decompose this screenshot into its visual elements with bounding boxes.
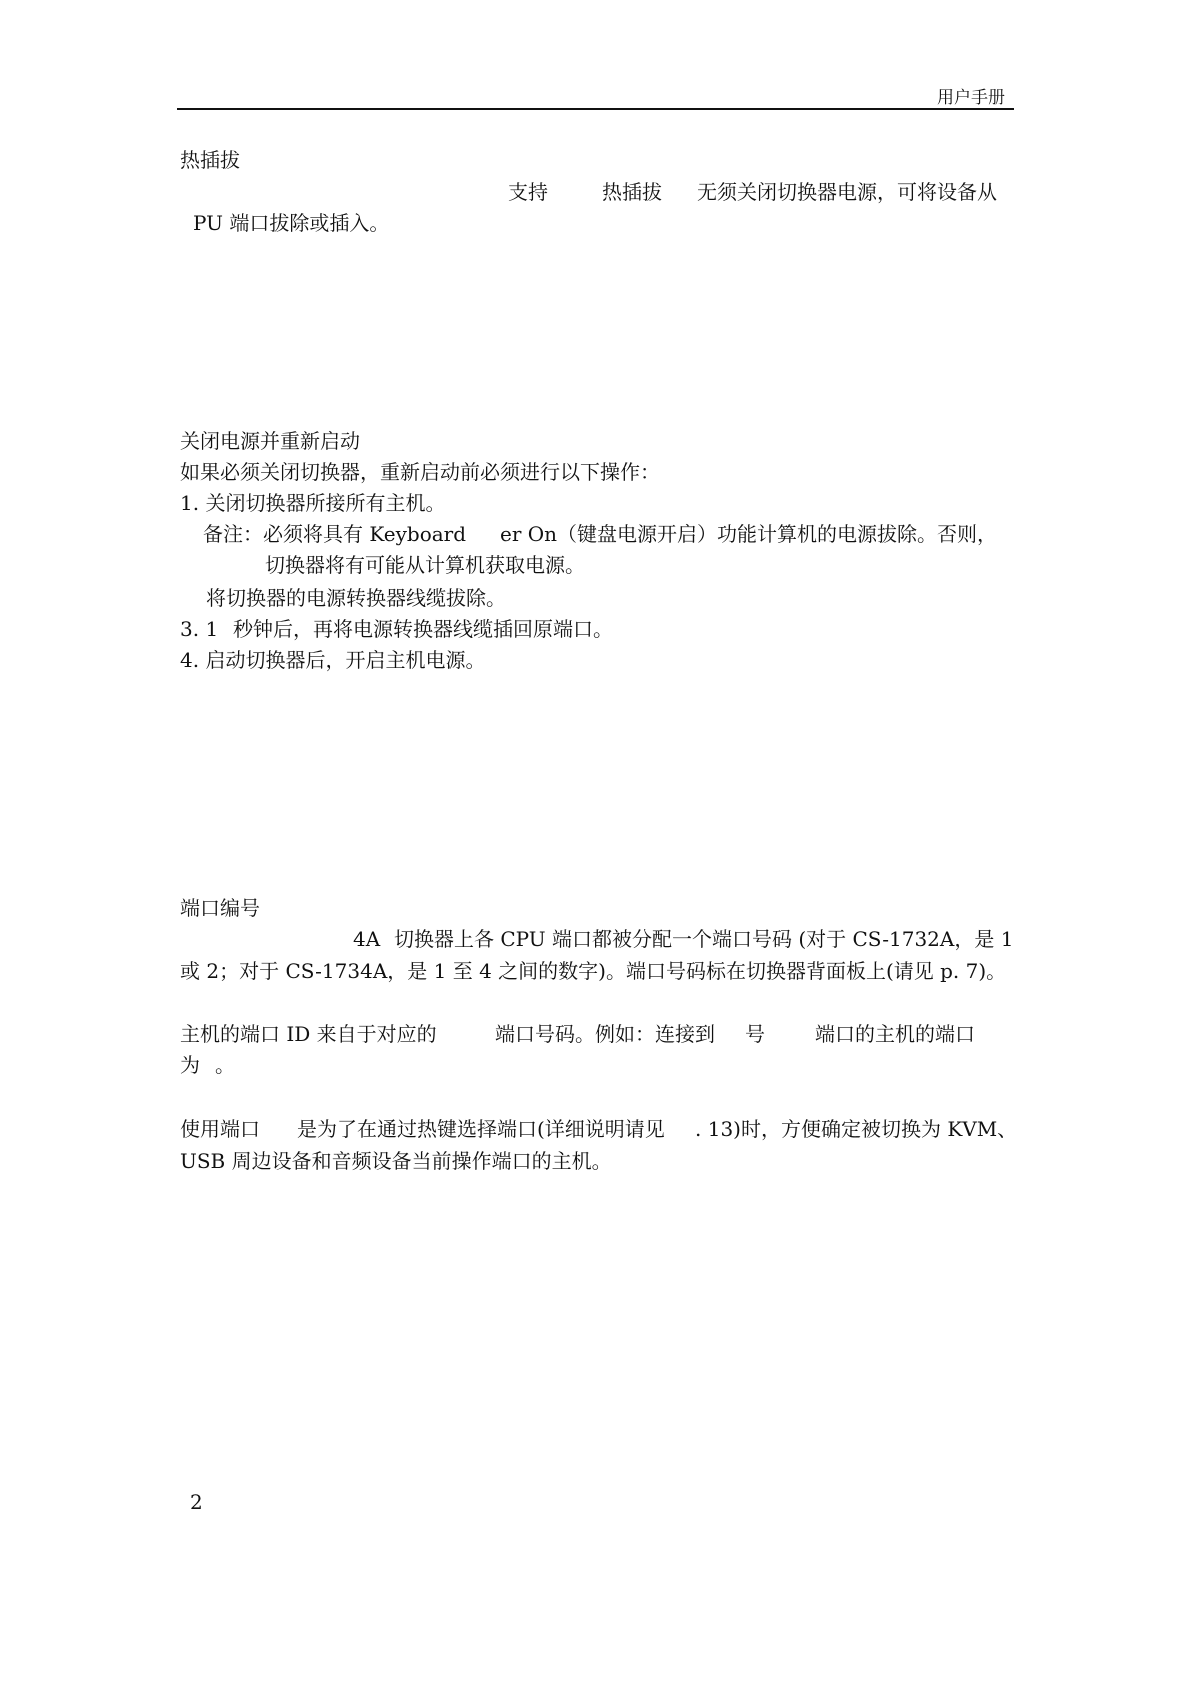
- portid-p1-b: 切换器上各 CPU 端口都被分配一个端口号码 (对于 CS-1732A，是 1: [394, 927, 1014, 951]
- portid-p3-c: . 13)时，方便确定被切换为 KVM、: [695, 1117, 1018, 1141]
- hotplug-line1-c: 无须关闭切换器电源，可将设备从: [697, 180, 997, 204]
- portid-p3-b: 是为了在通过热键选择端口(详细说明请见: [297, 1117, 665, 1141]
- portid-p2-line2-a: 为: [180, 1053, 200, 1077]
- power-heading: 关闭电源并重新启动: [180, 429, 360, 453]
- power-note-c: 切换器将有可能从计算机获取电源。: [265, 553, 585, 577]
- power-step3-b: 秒钟后，再将电源转换器线缆插回原端口。: [233, 617, 613, 641]
- hotplug-heading: 热插拔: [180, 148, 240, 172]
- portid-p3-a: 使用端口: [180, 1117, 260, 1141]
- power-note-b: er On（键盘电源开启）功能计算机的电源拔除。否则，: [500, 522, 998, 546]
- portid-heading: 端口编号: [180, 896, 260, 920]
- hotplug-line1-b: 热插拔: [602, 180, 662, 204]
- power-step1: 1. 关闭切换器所接所有主机。: [180, 491, 446, 515]
- header-rule: [177, 108, 1014, 110]
- portid-p1-line2: 或 2；对于 CS-1734A，是 1 至 4 之间的数字)。端口号码标在切换器背面板上(请见 p. 7)。: [180, 959, 1007, 983]
- power-step4: 4. 启动切换器后，开启主机电源。: [180, 648, 486, 672]
- header-title: 用户手册: [937, 88, 1005, 108]
- power-step3-a: 3. 1: [180, 617, 219, 641]
- portid-p2-b: 端口号码。例如：连接到: [495, 1022, 715, 1046]
- portid-p2-d: 端口的主机的端口: [815, 1022, 975, 1046]
- power-note-a: 备注：必须将具有 Keyboard: [203, 522, 467, 546]
- portid-p2-a: 主机的端口 ID 来自于对应的: [180, 1022, 437, 1046]
- portid-p3-line2: USB 周边设备和音频设备当前操作端口的主机。: [180, 1149, 612, 1173]
- portid-p2-line2-b: 。: [215, 1053, 235, 1077]
- page-number: 2: [190, 1490, 203, 1514]
- power-intro: 如果必须关闭切换器，重新启动前必须进行以下操作：: [180, 460, 660, 484]
- hotplug-line1-a: 支持: [508, 180, 548, 204]
- hotplug-line2: PU 端口拔除或插入。: [193, 211, 390, 235]
- portid-p1-a: 4A: [353, 927, 381, 951]
- portid-p2-c: 号: [745, 1022, 765, 1046]
- power-step2: 将切换器的电源转换器线缆拔除。: [206, 586, 506, 610]
